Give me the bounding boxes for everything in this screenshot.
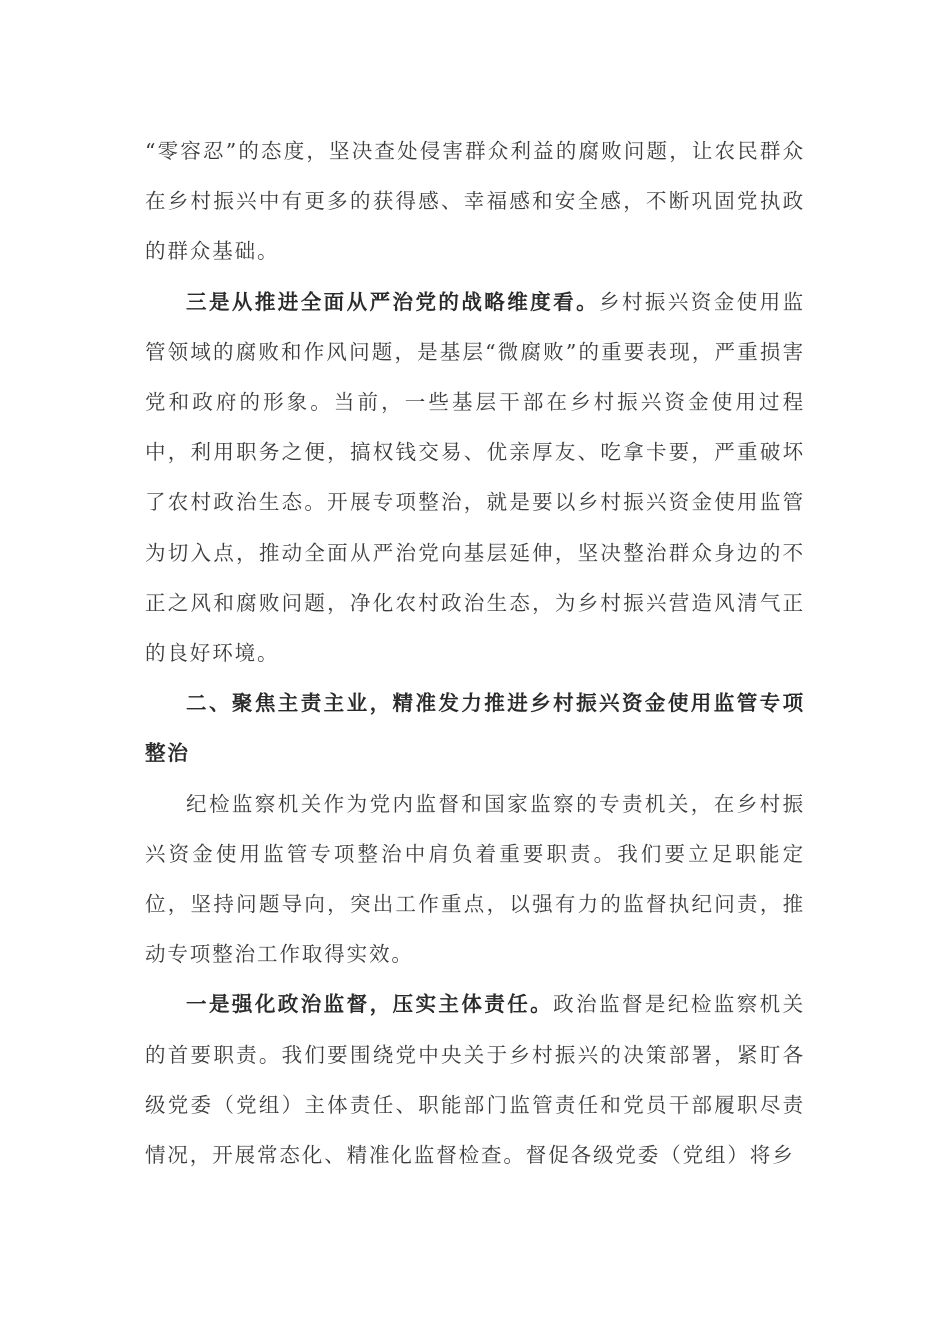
section-heading-text: 二、聚焦主责主业，精准发力推进乡村振兴资金使用监管专项整治 — [145, 691, 805, 766]
paragraph-responsibility — [145, 779, 805, 980]
paragraph-strategic-dimension — [145, 277, 805, 679]
paragraph-lead: 一是强化政治监督，压实主体责任。 — [186, 992, 554, 1017]
paragraph-text: “零容忍”的态度，坚决查处侵害群众利益的腐败问题，让农民群众在乡村振兴中有更多的获得感、幸福感和安全感，不断巩固党执政的群众基础。 — [145, 139, 805, 264]
paragraph-text: 纪检监察机关作为党内监督和国家监察的专责机关，在乡村振兴资金使用监管专项整治中肩负着重要职责。我们要立足职能定位，坚持问题导向，突出工作重点，以强有力的监督执纪问责，推动专项整治工作取得实效。 — [145, 791, 805, 967]
section-heading — [145, 678, 805, 778]
paragraph-political-supervision — [145, 979, 805, 1180]
paragraph-continuation — [145, 126, 805, 277]
paragraph-text: 乡村振兴资金使用监管领域的腐败和作风问题，是基层“微腐败”的重要表现，严重损害党和政府的形象。当前，一些基层干部在乡村振兴资金使用过程中，利用职务之便，搞权钱交易、优亲厚友、吃拿卡要，严重破坏了农村政治生态。开展专项整治，就是要以乡村振兴资金使用监管为切入点，推动全面从严治党向基层延伸，坚决整治群众身边的不正之风和腐败问题，净化农村政治生态，为乡村振兴营造风清气正的良好环境。 — [145, 289, 805, 666]
paragraph-text: 政治监督是纪检监察机关的首要职责。我们要围绕党中央关于乡村振兴的决策部署，紧盯各级党委（党组）主体责任、职能部门监管责任和党员干部履职尽责情况，开展常态化、精准化监督检查。督促各级党委（党组）将乡 — [145, 992, 805, 1168]
document-page — [145, 126, 805, 1180]
paragraph-lead: 三是从推进全面从严治党的战略维度看。 — [186, 289, 600, 314]
